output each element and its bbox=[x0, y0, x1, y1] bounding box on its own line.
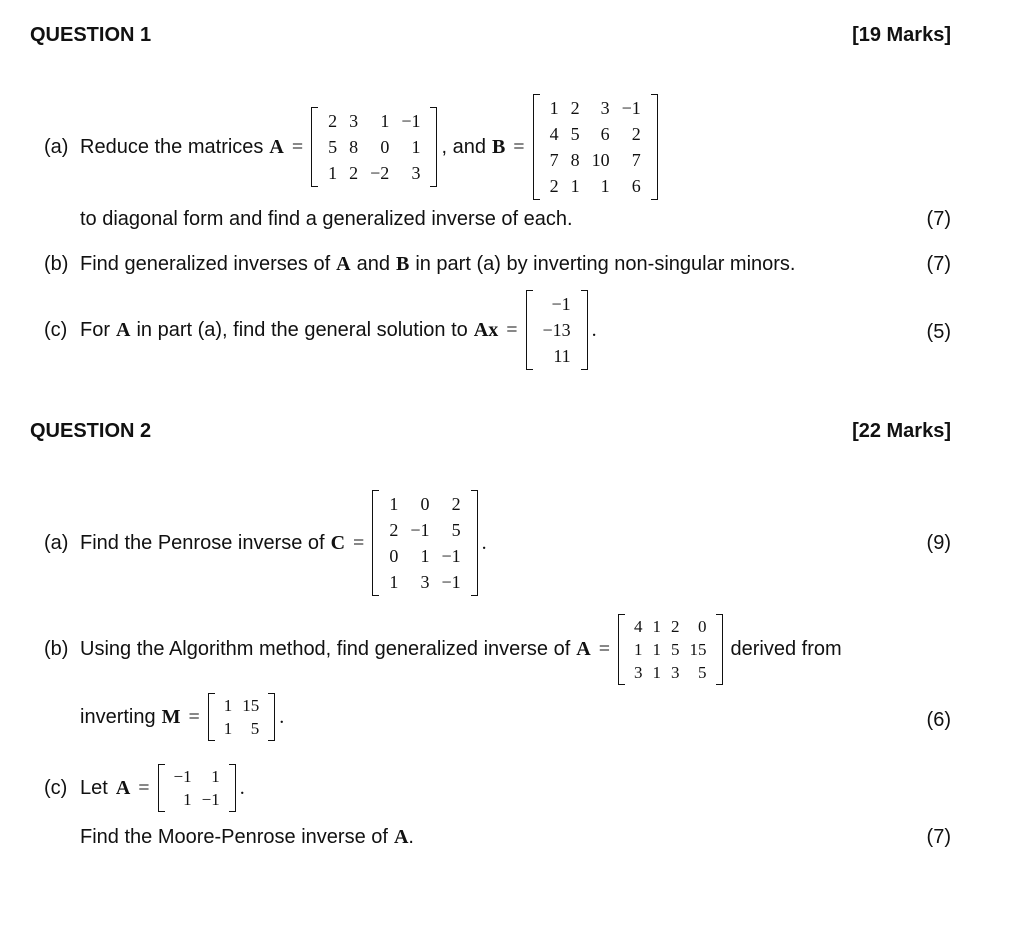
matrix-A-q2 bbox=[618, 614, 723, 685]
q1c-label: (c) bbox=[44, 318, 68, 341]
matrix-entry: 0 bbox=[380, 137, 390, 157]
matrix-entry: 2 bbox=[570, 98, 580, 118]
q2b-text: Using the Algorithm method, find generalized inverse of bbox=[80, 638, 571, 660]
matrix-entry: 5 bbox=[328, 137, 338, 157]
matrix-A-symbol: A bbox=[393, 826, 409, 848]
matrix-entry: 5 bbox=[250, 719, 260, 738]
matrix-entry: 3 bbox=[634, 663, 643, 682]
matrix-entry: −1 bbox=[441, 572, 461, 592]
matrix-entry: 3 bbox=[600, 98, 610, 118]
equals-sign: = bbox=[506, 318, 518, 341]
matrix-entry: 0 bbox=[420, 494, 430, 514]
matrix-entry: 1 bbox=[211, 767, 220, 786]
matrix-entry: 6 bbox=[631, 176, 641, 196]
matrix-entry: 2 bbox=[671, 617, 680, 636]
q2c-points: (7) bbox=[926, 826, 951, 848]
matrix-entry: 2 bbox=[349, 163, 359, 183]
matrix-entry: 1 bbox=[389, 572, 399, 592]
q2c-line-2 bbox=[80, 826, 414, 849]
q1b-label: (b) bbox=[44, 253, 69, 275]
question-1-title: QUESTION 1 bbox=[30, 24, 152, 46]
q1a-text: Reduce the matrices bbox=[80, 135, 264, 158]
matrix-entry: 1 bbox=[600, 176, 610, 196]
matrix-entry: 1 bbox=[223, 719, 233, 738]
right-bracket bbox=[581, 290, 588, 370]
matrix-entry: 2 bbox=[631, 124, 641, 144]
matrix-entry: 2 bbox=[549, 176, 559, 196]
equals-sign: = bbox=[353, 531, 365, 554]
matrix-entry: 8 bbox=[570, 150, 580, 170]
matrix-entry: 1 bbox=[652, 640, 662, 659]
matrix-entry: −1 bbox=[410, 520, 430, 540]
q1c-points: (5) bbox=[926, 321, 951, 343]
matrix-entry: 3 bbox=[411, 163, 421, 183]
q1c-text-mid: in part (a), find the general solution to bbox=[136, 318, 468, 341]
matrix-entry: 3 bbox=[349, 111, 359, 131]
q1a-text-continued: to diagonal form and find a generalized inverse of each. bbox=[80, 208, 573, 230]
matrix-A-symbol: A bbox=[115, 776, 131, 799]
q2-part-a bbox=[44, 490, 487, 596]
question-1-marks: [19 Marks] bbox=[852, 24, 951, 46]
left-bracket bbox=[158, 764, 165, 812]
q2-part-b bbox=[44, 614, 842, 685]
q2b-label: (b) bbox=[44, 638, 69, 660]
matrix-entry: −1 bbox=[201, 790, 220, 809]
equals-sign: = bbox=[188, 705, 200, 728]
left-bracket bbox=[618, 614, 625, 685]
matrix-entry: 7 bbox=[549, 150, 559, 170]
matrix-entry: 7 bbox=[631, 150, 641, 170]
matrix-entry: 2 bbox=[451, 494, 461, 514]
q2a-text: Find the Penrose inverse of bbox=[80, 531, 325, 554]
vector-b bbox=[526, 290, 588, 370]
right-bracket bbox=[268, 693, 275, 741]
matrix-entry: 15 bbox=[689, 640, 707, 659]
question-2-title: QUESTION 2 bbox=[30, 420, 152, 442]
matrix-entry: 5 bbox=[698, 663, 707, 682]
matrix-entry: 8 bbox=[349, 137, 359, 157]
matrix-entry: −1 bbox=[621, 98, 641, 118]
equals-sign: = bbox=[291, 135, 304, 158]
matrix-A-symbol: A bbox=[576, 638, 591, 660]
matrix-entry: 5 bbox=[671, 640, 680, 659]
q1-part-b bbox=[44, 253, 795, 276]
matrix-entry: −13 bbox=[542, 320, 571, 340]
q2b-line-2 bbox=[80, 693, 284, 741]
matrix-entry: 0 bbox=[698, 617, 707, 636]
period: . bbox=[481, 531, 487, 554]
period: . bbox=[239, 776, 245, 799]
matrix-entry: 2 bbox=[328, 111, 338, 131]
matrix-entry: 15 bbox=[242, 696, 260, 715]
right-bracket bbox=[229, 764, 236, 812]
matrix-entry: 4 bbox=[634, 617, 643, 636]
matrix-entry: 1 bbox=[223, 696, 233, 715]
q1-part-a bbox=[44, 94, 658, 200]
matrix-entry: 1 bbox=[380, 111, 390, 131]
matrix-M bbox=[208, 693, 276, 741]
period: . bbox=[591, 318, 597, 341]
q1b-text: Find generalized inverses of bbox=[80, 253, 331, 275]
left-bracket bbox=[372, 490, 379, 596]
q1b-text-end: in part (a) by inverting non-singular minors. bbox=[415, 253, 796, 275]
matrix-B-symbol: B bbox=[395, 253, 410, 275]
matrix-A-symbol: A bbox=[269, 135, 284, 158]
matrix-entry: 2 bbox=[389, 520, 399, 540]
q2c-label: (c) bbox=[44, 776, 68, 799]
matrix-A bbox=[311, 107, 437, 187]
matrix-entry: 3 bbox=[420, 572, 430, 592]
matrix-entry: 5 bbox=[451, 520, 461, 540]
matrix-entry: 1 bbox=[652, 663, 662, 682]
matrix-B-symbol: B bbox=[491, 135, 506, 158]
matrix-entry: −1 bbox=[173, 767, 192, 786]
equals-sign: = bbox=[513, 135, 525, 158]
matrix-entry: −1 bbox=[441, 546, 461, 566]
Ax-symbol: Ax bbox=[473, 318, 499, 341]
q1a-points: (7) bbox=[926, 208, 951, 230]
q1b-and: and bbox=[356, 253, 390, 275]
q2b-points: (6) bbox=[926, 709, 951, 731]
matrix-A-symbol: A bbox=[116, 318, 131, 341]
q2c-let: Let bbox=[80, 776, 108, 799]
left-bracket bbox=[526, 290, 533, 370]
matrix-entry: 3 bbox=[671, 663, 680, 682]
period: . bbox=[408, 826, 414, 848]
matrix-entry: 1 bbox=[411, 137, 421, 157]
q2b-inverting: inverting bbox=[80, 705, 156, 728]
equals-sign: = bbox=[598, 638, 611, 660]
matrix-entry: 5 bbox=[570, 124, 580, 144]
q2-part-c bbox=[44, 764, 245, 812]
matrix-entry: 1 bbox=[389, 494, 399, 514]
left-bracket bbox=[311, 107, 318, 187]
matrix-M-symbol: M bbox=[161, 705, 181, 728]
q2c-text: Find the Moore-Penrose inverse of bbox=[80, 826, 388, 848]
left-bracket bbox=[208, 693, 215, 741]
right-bracket bbox=[716, 614, 723, 685]
matrix-entry: 1 bbox=[420, 546, 430, 566]
matrix-C-symbol: C bbox=[330, 531, 346, 554]
matrix-C bbox=[372, 490, 477, 596]
right-bracket bbox=[471, 490, 478, 596]
matrix-entry: 1 bbox=[328, 163, 338, 183]
matrix-entry: 1 bbox=[549, 98, 559, 118]
q2a-label: (a) bbox=[44, 531, 69, 554]
matrix-A-2x2 bbox=[158, 764, 236, 812]
right-bracket bbox=[651, 94, 658, 200]
matrix-A-symbol: A bbox=[336, 253, 351, 275]
q1b-points: (7) bbox=[926, 253, 951, 275]
q2b-derived-from: derived from bbox=[730, 638, 842, 660]
q1c-text: For bbox=[80, 318, 110, 341]
matrix-entry: 1 bbox=[183, 790, 192, 809]
matrix-B bbox=[533, 94, 658, 200]
question-2-marks: [22 Marks] bbox=[852, 420, 951, 442]
period: . bbox=[279, 705, 285, 728]
q1a-label: (a) bbox=[44, 135, 69, 158]
matrix-entry: −2 bbox=[370, 163, 390, 183]
matrix-entry: 11 bbox=[553, 346, 571, 366]
q2a-points: (9) bbox=[926, 532, 951, 554]
q1a-and: , and bbox=[441, 135, 486, 158]
matrix-entry: 1 bbox=[634, 640, 643, 659]
matrix-entry: −1 bbox=[401, 111, 421, 131]
equals-sign: = bbox=[138, 776, 150, 799]
matrix-entry: 4 bbox=[549, 124, 559, 144]
matrix-entry: 6 bbox=[600, 124, 610, 144]
q1-part-c bbox=[44, 290, 597, 370]
matrix-entry: 10 bbox=[591, 150, 610, 170]
matrix-entry: 0 bbox=[389, 546, 399, 566]
matrix-entry: −1 bbox=[551, 294, 571, 314]
matrix-entry: 1 bbox=[652, 617, 662, 636]
matrix-entry: 1 bbox=[570, 176, 580, 196]
left-bracket bbox=[533, 94, 540, 200]
right-bracket bbox=[430, 107, 437, 187]
